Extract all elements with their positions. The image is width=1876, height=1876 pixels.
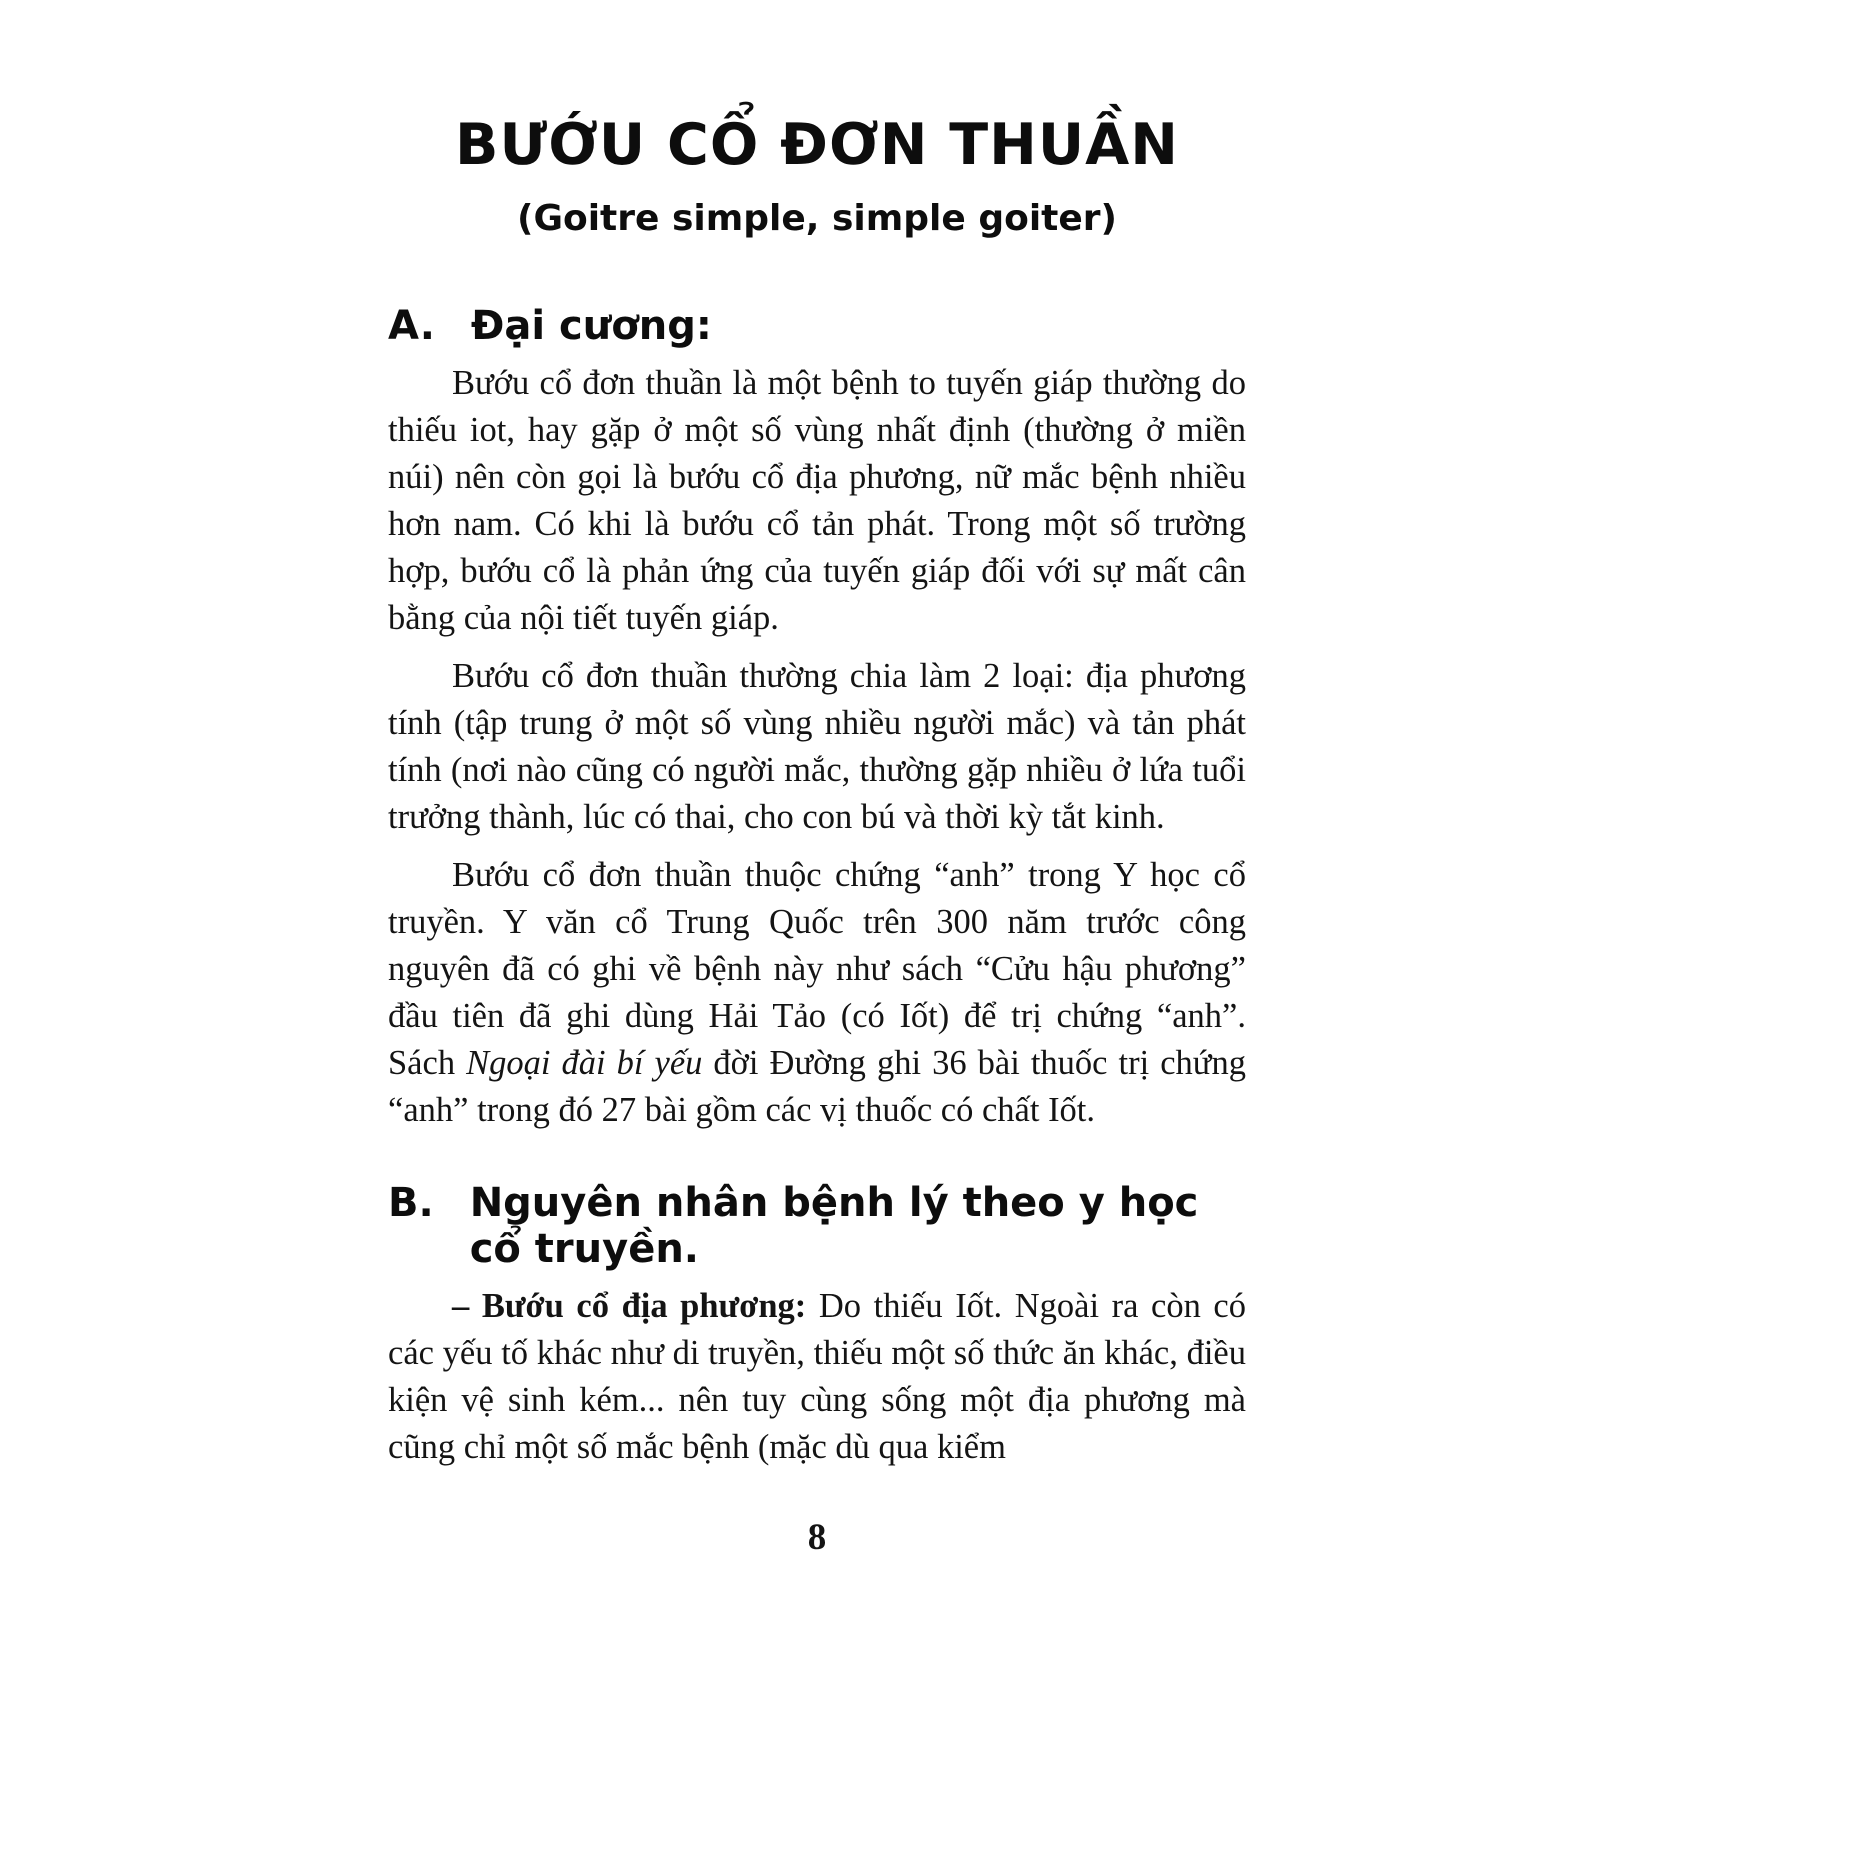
page-content	[388, 0, 1246, 1471]
paragraph-text: Do thiếu Iốt. Ngoài ra còn có các yếu tố khác như di truyền, thiếu một số thức ăn khác, điều kiện vệ sinh kém... nên tuy cùng sống một địa phương mà cũng chỉ một số mắc bệnh (mặc dù qua kiểm	[388, 1287, 1246, 1466]
section-a-heading-text: Đại cương:	[470, 303, 712, 349]
section-a-body	[388, 360, 1246, 1134]
section-b-body	[388, 1283, 1246, 1471]
paragraph-lead: – Bướu cổ địa phương:	[452, 1287, 807, 1325]
paragraph-text: đời Đường ghi 36 bài thuốc trị chứng “anh” trong đó 27 bài gồm các vị thuốc có chất Iốt.	[388, 1044, 1246, 1129]
page-subtitle: (Goitre simple, simple goiter)	[516, 198, 1117, 239]
section-b-heading-text: Nguyên nhân bệnh lý theo y học cổ truyền.	[469, 1180, 1199, 1272]
page-title: BƯỚU CỔ ĐƠN THUẦN	[455, 112, 1179, 178]
paragraph: Bướu cổ đơn thuần là một bệnh to tuyến giáp thường do thiếu iot, hay gặp ở một số vùng nhất định (thường ở miền núi) nên còn gọi là bướu cổ địa phương, nữ mắc bệnh nhiều hơn nam. Có khi là bướu cổ tản phát. Trong một số trường hợp, bướu cổ là phản ứng của tuyến giáp đối với sự mất cân bằng của nội tiết tuyến giáp.	[388, 364, 1246, 637]
book-title-reference: Ngoại đài bí yếu	[466, 1044, 703, 1082]
page-number: 8	[807, 1517, 827, 1558]
section-a-label: A.	[388, 303, 435, 349]
section-a-heading	[388, 303, 1246, 349]
paragraph: Bướu cổ đơn thuần thường chia làm 2 loại: địa phương tính (tập trung ở một số vùng nhiều người mắc) và tản phát tính (nơi nào cũng có người mắc, thường gặp nhiều ở lứa tuổi trưởng thành, lúc có thai, cho con bú và thời kỳ tắt kinh.	[388, 657, 1246, 836]
paragraph	[388, 1283, 1246, 1471]
paragraph-text: Bướu cổ đơn thuần thuộc chứng “anh” trong Y học cổ truyền. Y văn cổ Trung Quốc trên 300 năm trước công nguyên đã có ghi về bệnh này như sách “Cửu hậu phương” đầu tiên đã ghi dùng Hải Tảo (có Iốt) để trị chứng “anh”. Sách	[388, 856, 1246, 1082]
paragraph	[388, 852, 1246, 1134]
section-b-heading	[388, 1180, 1246, 1272]
section-b-label: B.	[388, 1180, 434, 1226]
